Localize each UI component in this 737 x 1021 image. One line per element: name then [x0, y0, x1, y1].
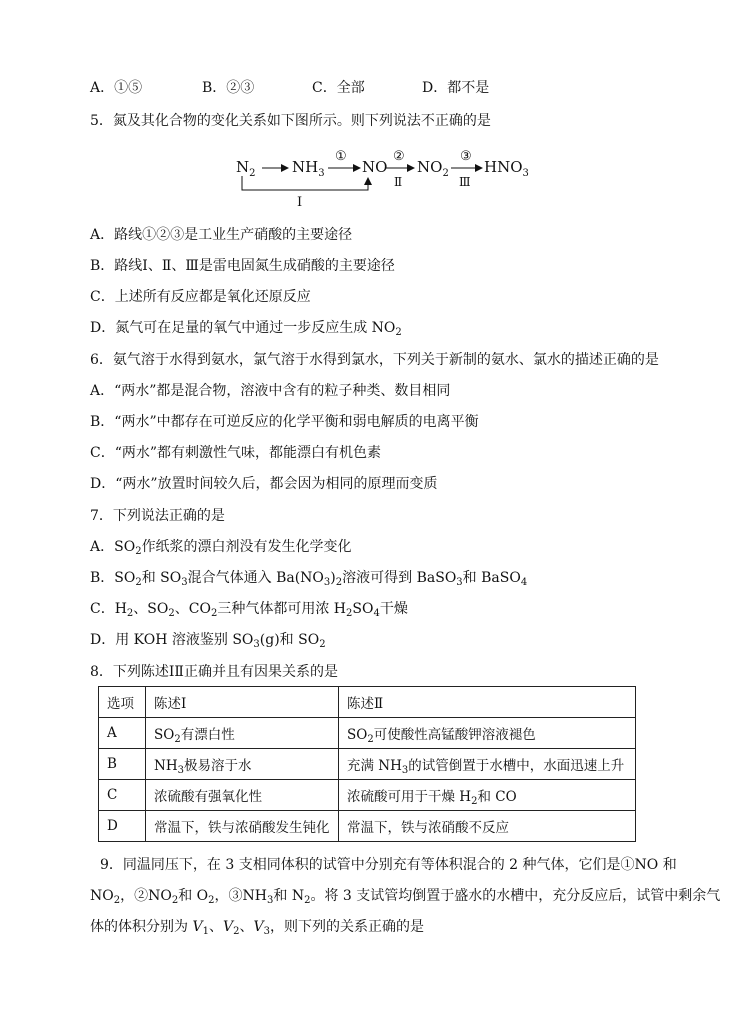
table-row [99, 718, 636, 749]
scheme-no2: $NO_2$ [417, 158, 449, 179]
q4-option-d: D．都不是 [422, 80, 490, 96]
q8-stem: 8．下列陈述ⅠⅡ正确并且有因果关系的是 [90, 664, 338, 680]
row-statement-1: 浓硫酸有强氧化性 [146, 780, 339, 811]
q6-option-a: A．“两水”都是混合物，溶液中含有的粒子种类、数目相同 [90, 383, 451, 399]
scheme-no: NO [362, 158, 388, 176]
header-statement-2: 陈述Ⅱ [339, 687, 636, 718]
table-row [99, 749, 636, 780]
table-row [99, 780, 636, 811]
row-statement-2: 浓硫酸可用于干燥 $H_2$和 CO [339, 780, 636, 811]
row-option: A [99, 718, 146, 749]
q4-option-b: B．②③ [202, 80, 255, 96]
q7-option-b: B．$SO_2$和 $SO_3$混合气体通入 $Ba(NO_3)_2$溶液可得到 BaSO$_3$和 BaSO$_4$ [90, 570, 528, 588]
q4-option-a: A．①⑤ [90, 80, 143, 96]
step-2-label: ② [393, 149, 405, 164]
q7-option-d: D．用 KOH 溶液鉴别 $SO_3(g)$和 $SO_2$ [90, 632, 326, 650]
q4-option-c: C．全部 [312, 80, 365, 96]
row-option: D [99, 811, 146, 842]
scheme-hno3: $HNO_3$ [484, 158, 529, 179]
table-row [99, 811, 636, 842]
q6-option-d: D．“两水”放置时间较久后，都会因为相同的原理而变质 [90, 476, 438, 492]
q9-line-2: $NO_2$，$②NO_2$和 $O_2$，$③NH_3$和 $N_2$。将 3 支试管均倒置于盛水的水槽中，充分反应后，试管中剩余气 [90, 888, 721, 906]
row-statement-1: $NH_3$极易溶于水 [146, 749, 339, 780]
route-1-label: Ⅰ [297, 195, 303, 208]
q8-table [98, 686, 636, 842]
q5-option-a: A．路线①②③是工业生产硝酸的主要途径 [90, 227, 353, 243]
route-3-label: Ⅲ [459, 175, 471, 189]
route-1-arrow [242, 176, 368, 190]
table-header-row [99, 687, 636, 718]
q9-line-3: 体的体积分别为 $V_1$、$V_2$、$V_3$，则下列的关系正确的是 [90, 919, 424, 937]
scheme-n2: $N_2$ [236, 158, 256, 179]
row-statement-2: 常温下，铁与浓硝酸不反应 [339, 811, 636, 842]
step-1-label: ① [335, 149, 347, 164]
row-option: B [99, 749, 146, 780]
row-statement-2: $SO_2$可使酸性高锰酸钾溶液褪色 [339, 718, 636, 749]
row-statement-1: $SO_2$有漂白性 [146, 718, 339, 749]
nitrogen-reaction-scheme [230, 138, 540, 208]
q5-option-b: B．路线Ⅰ、Ⅱ、Ⅲ是雷电固氮生成硝酸的主要途径 [90, 258, 395, 274]
q5-option-d: D．氮气可在足量的氧气中通过一步反应生成 $NO_2$ [90, 320, 402, 338]
header-option: 选项 [99, 687, 146, 718]
scheme-nh3: $NH_3$ [292, 158, 325, 179]
q6-option-c: C．“两水”都有刺激性气味，都能漂白有机色素 [90, 445, 382, 461]
q6-stem: 6．氨气溶于水得到氨水，氯气溶于水得到氯水，下列关于新制的氨水、氯水的描述正确的是 [90, 352, 659, 368]
row-statement-1: 常温下，铁与浓硝酸发生钝化 [146, 811, 339, 842]
q6-option-b: B．“两水”中都存在可逆反应的化学平衡和弱电解质的电离平衡 [90, 414, 479, 430]
header-statement-1: 陈述Ⅰ [146, 687, 339, 718]
row-statement-2: 充满 $NH_3$的试管倒置于水槽中，水面迅速上升 [339, 749, 636, 780]
route-2-label: Ⅱ [394, 175, 403, 189]
q5-option-c: C．上述所有反应都是氧化还原反应 [90, 289, 311, 305]
q7-option-a: A．$SO_2$作纸浆的漂白剂没有发生化学变化 [90, 539, 352, 557]
q7-stem: 7．下列说法正确的是 [90, 508, 225, 524]
step-3-label: ③ [460, 149, 472, 164]
q7-option-c: C．$H_2$、$SO_2$、$CO_2$三种气体都可用浓 $H_2SO_4$干燥 [90, 601, 408, 619]
q9-line-1: 9．同温同压下，在 3 支相同体积的试管中分别充有等体积混合的 2 种气体，它们是①NO 和 [100, 857, 677, 873]
q4-options [90, 78, 489, 98]
row-option: C [99, 780, 146, 811]
q5-stem: 5．氮及其化合物的变化关系如下图所示。则下列说法不正确的是 [90, 113, 491, 129]
